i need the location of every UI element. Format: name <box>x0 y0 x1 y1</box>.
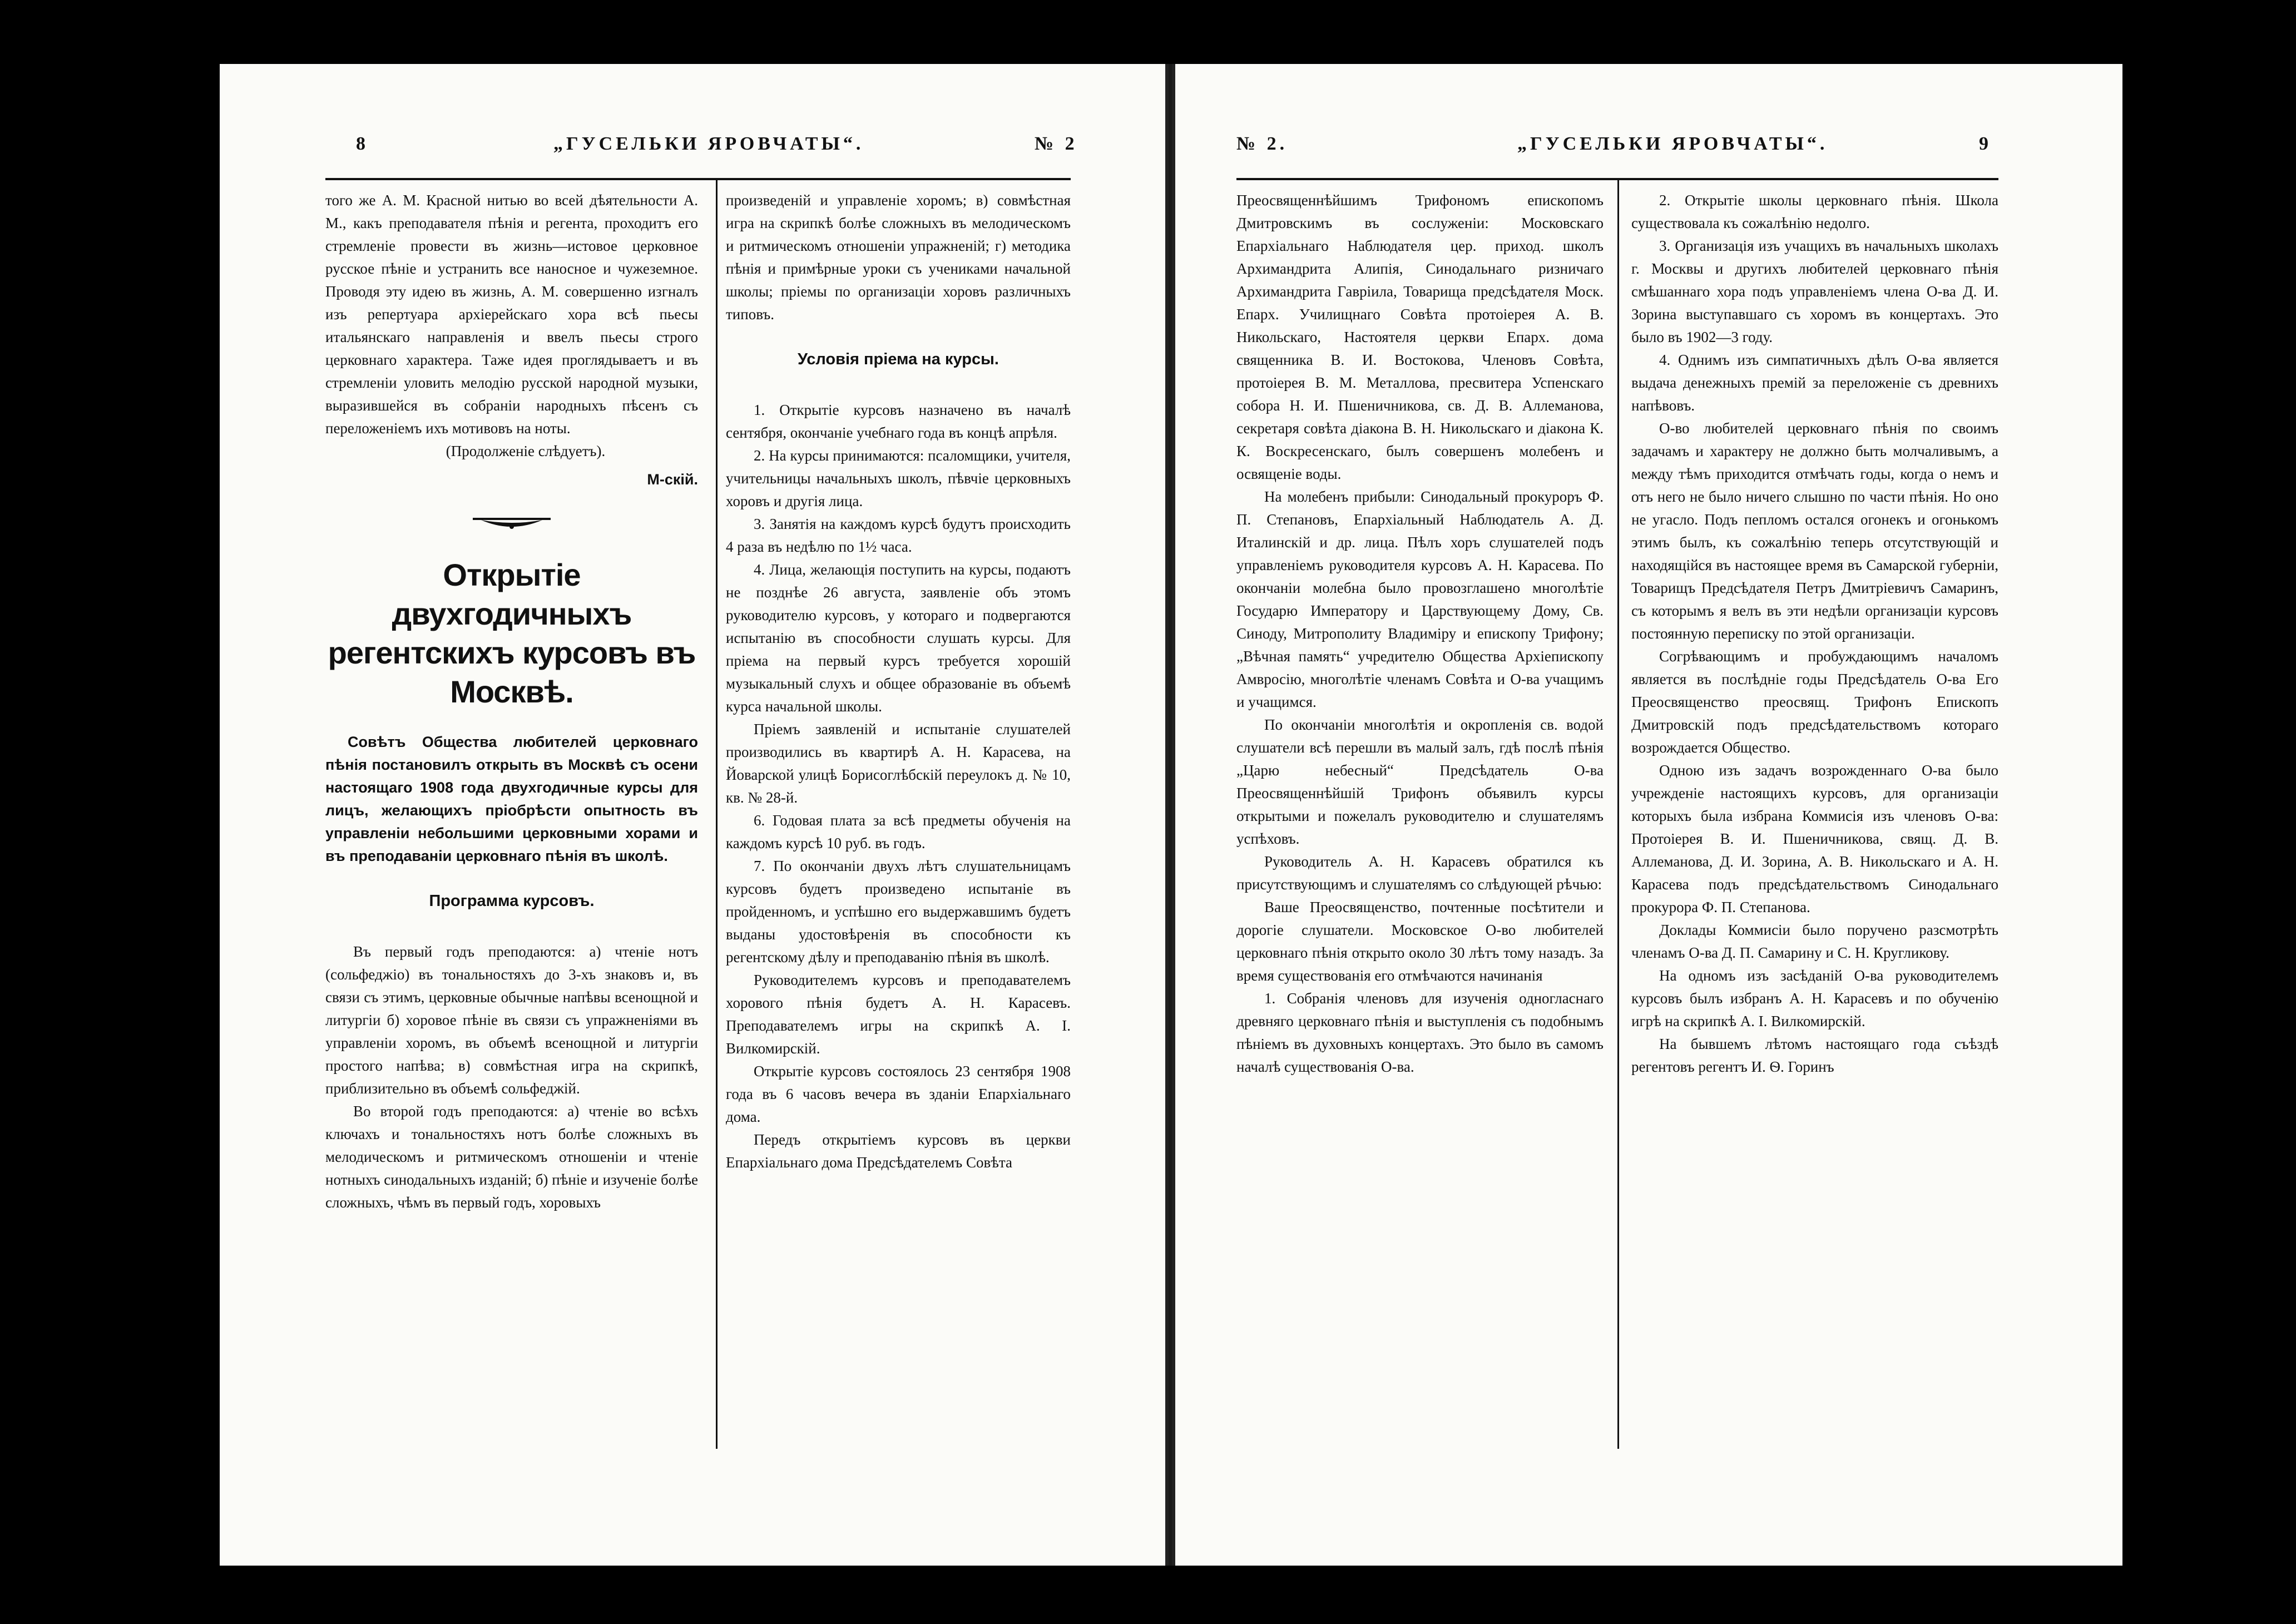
right-col2-paragraph: 3. Организація изъ учащихъ въ начальныхъ школахъ г. Москвы и другихъ любителей церковнаго пѣнія смѣшаннаго хора подъ управленіемъ члена О-ва Д. И. Зорина выступавшаго съ хоромъ въ концертахъ. Это было въ 1902—3 году. <box>1631 237 1998 345</box>
left-column-rule <box>716 178 718 1449</box>
condition-item: Руководителемъ курсовъ и преподавателемъ хорового пѣнія будетъ А. Н. Карасевъ. Преподавателемъ игры на скрипкѣ А. І. Вилкомирскій. <box>726 972 1071 1057</box>
book-spread <box>220 64 2119 1566</box>
right-col1-paragraph: На молебенъ прибыли: Синодальный прокуроръ Ф. П. Степановъ, Епархіальный Наблюдатель А. Д. Италинскій и др. лица. Пѣлъ хоръ слушателей подъ управленіемъ руководителя курсовъ А. Н. Карасева. По окончаніи молебна было провозглашено многолѣтіе Государю Императору и Царствующему Дому, Св. Синоду, Митрополиту Владиміру и епископу Трифону; „Вѣчная память“ учредителю Общества Архіепископу Амвросію, многолѣтіе членамъ Совѣта и О-ва учащимъ и учащимся. <box>1236 488 1604 710</box>
condition-item: 4. Лица, желающія поступить на курсы, подаютъ не позднѣе 26 августа, заявленіе объ этомъ руководителю курсовъ, у котораго и подвергаются испытанію въ способности слушать курсы. Для пріема на первый курсъ требуется хорошій музыкальный слухъ и общее образованіе въ объемѣ курса начальной школы. <box>726 561 1071 715</box>
left-col-1 <box>325 189 698 1214</box>
right-col2-paragraph: О-во любителей церковнаго пѣнія по своимъ задачамъ и характеру не должно быть молчаливымъ, а между тѣмъ приходится отмѣчать годы, когда о немъ и отъ него не было ничего слышно по части пѣнія. Но оно не угасло. Подъ пепломъ остался огонекъ и огонькомъ этимъ былъ, къ сожалѣнію теперь отсутствующій и находящійся въ настоящее время въ Самарской губерніи, Товарищъ Предсѣдателя Петръ Дмитріевичъ Самаринъ, съ которымъ я велъ въ эти недѣли организаціи курсовъ постоянную переписку по этой организаціи. <box>1631 420 1998 642</box>
program-heading: Программа курсовъ. <box>429 892 595 910</box>
left-col1-paragraph-2: Въ первый годъ преподаются: а) чтеніе нотъ (сольфеджіо) въ тональностяхъ до 3-хъ знаковъ и, въ связи съ этимъ, церковные обычные напѣвы всенощной и литургіи б) хоровое пѣніе въ связи съ упражненіями въ управленіи хоромъ, въ объемѣ всенощной и литургіи простого напѣва; в) совмѣстная игра на скрипкѣ, приблизительно въ объемѣ сольфеджій. <box>325 943 698 1097</box>
right-col2-paragraph: Доклады Коммисіи было поручено разсмотрѣть членамъ О-ва Д. П. Самарину и С. Н. Кругликову. <box>1631 922 1998 961</box>
condition-item: Открытіе курсовъ состоялось 23 сентября 1908 года въ 6 часовъ вечера въ зданіи Епархіальнаго дома. <box>726 1063 1071 1125</box>
article-title: Открытіе двухгодичныхъ регентскихъ курсовъ въ Москвѣ. <box>328 557 696 709</box>
right-col-1 <box>1236 189 1604 1078</box>
right-col2-paragraph: 2. Открытіе школы церковнаго пѣнія. Школа существовала къ сожалѣнію недолго. <box>1631 192 1998 231</box>
condition-item: 1. Открытіе курсовъ назначено въ началѣ сентября, окончаніе учебнаго года въ концѣ апрѣля. <box>726 402 1071 441</box>
author-signature: М-скій. <box>647 471 698 488</box>
right-page <box>1172 64 2122 1566</box>
condition-item: Пріемъ заявленій и испытаніе слушателей производились въ квартирѣ А. Н. Карасева, на Йоварской улицѣ Борисоглѣбскій переулокъ д. № 10, кв. № 28-й. <box>726 721 1071 806</box>
left-page <box>220 64 1169 1566</box>
right-col1-paragraph: Преосвященнѣйшимъ Трифономъ епископомъ Дмитровскимъ въ сослуженіи: Московскаго Епархіальнаго Наблюдателя цер. приход. школъ Архимандрита Алипія, Синодальнаго ризничаго Архимандрита Гавріила, Товарища предсѣдателя Моск. Епарх. Училищнаго Совѣта протоіерея А. В. Никольскаго, Настоятеля церкви Епарх. дома священника В. И. Востокова, Членовъ Совѣта, протоіерея В. М. Металлова, пресвитера Успенскаго собора Н. И. Пшеничникова, св. Д. В. Аллеманова, секретаря совѣта діакона В. Н. Никольскаго и діакона К. К. Воскресенскаго, былъ совершенъ молебенъ и освященіе воды. <box>1236 192 1604 482</box>
left-col2-paragraph-1: произведеній и управленіе хоромъ; в) совмѣстная игра на скрипкѣ болѣе сложныхъ въ мелодическомъ и ритмическомъ отношеніи упражненій; г) методика пѣнія и примѣрные уроки съ учениками начальной школы; пріемы по организаціи хоровъ различныхъ типовъ. <box>726 192 1071 323</box>
right-col2-paragraph: На одномъ изъ засѣданій О-ва руководителемъ курсовъ былъ избранъ А. Н. Карасевъ и по обученію игрѣ на скрипкѣ А. І. Вилкомирскій. <box>1631 967 1998 1029</box>
left-col1-paragraph-1: того же А. М. Красной нитью во всей дѣятельности А. М., какъ преподавателя пѣнія и регента, проходитъ его стремленіе провести въ жизнь—истовое церковное русское пѣніе и устранить все наносное и чужеземное. Проводя эту идею въ жизнь, А. М. совершенно изгналъ изъ репертуара архіерейскаго хора всѣ пьесы итальянскаго направленія и ввелъ пьесы строго церковнаго характера. Таже идея проглядываетъ и въ стремленіи уловить мелодію русской народной музыки, выразившейся въ собраніи народныхъ пѣсенъ съ переложеніемъ ихъ мотивовъ на ноты. <box>325 192 698 437</box>
ornament-divider <box>325 513 698 539</box>
left-journal-title: „ГУСЕЛЬКИ ЯРОВЧАТЫ“. <box>553 133 864 154</box>
right-col2-paragraph: 4. Однимъ изъ симпатичныхъ дѣлъ О-ва является выдача денежныхъ премій за переложеніе съ древнихъ напѣвовъ. <box>1631 351 1998 414</box>
conditions-heading: Условія пріема на курсы. <box>798 350 999 368</box>
right-column-rule <box>1617 178 1619 1449</box>
right-col1-paragraph: 1. Собранія членовъ для изученія одногласнаго древняго церковнаго пѣнія и выступленія съ подобнымъ пѣніемъ въ духовныхъ концертахъ. Это было въ самомъ началѣ существованія О-ва. <box>1236 990 1604 1075</box>
right-col2-paragraph: Согрѣвающимъ и пробуждающимъ началомъ является въ послѣдніе годы Предсѣдатель О-ва Его Преосвященство преосвящ. Трифонъ Епископъ Дмитровскій подъ предсѣдательствомъ котораго возрождается Общество. <box>1631 648 1998 756</box>
ornament-icon <box>470 513 553 532</box>
condition-item: 3. Занятія на каждомъ курсѣ будутъ происходить 4 раза въ недѣлю по 1½ часа. <box>726 516 1071 555</box>
left-col1-paragraph-3: Во второй годъ преподаются: а) чтеніе во всѣхъ ключахъ и тональностяхъ нотъ болѣе сложныхъ въ мелодическомъ и ритмическомъ отношеніи и чтеніе нотныхъ синодальныхъ изданій; б) пѣніе и изученіе болѣе сложныхъ, чѣмъ въ первый годъ, хоровыхъ <box>325 1103 698 1211</box>
right-running-head <box>1175 133 2122 172</box>
right-col1-paragraph: Ваше Преосвященство, почтенные посѣтители и дорогіе слушатели. Московское О-во любителей церковнаго пѣнія открыто около 30 лѣтъ тому назадъ. За время существованія его отмѣчаются начинанія <box>1236 899 1604 984</box>
left-running-head <box>220 133 1165 172</box>
right-journal-title: „ГУСЕЛЬКИ ЯРОВЧАТЫ“. <box>1517 133 1828 154</box>
right-col-2 <box>1631 189 1998 1078</box>
right-page-number: 9 <box>1979 133 1992 154</box>
continued-note: (Продолженіе слѣдуетъ). <box>446 443 606 459</box>
right-col1-paragraph: По окончаніи многолѣтія и окропленія св. водой слушатели всѣ перешли въ малый залъ, гдѣ послѣ пѣнія „Царю небесный“ Предсѣдатель О-ва Преосвященнѣйшій Трифонъ объявилъ курсы открытыми и пожелалъ руководителю и слушателямъ успѣховъ. <box>1236 716 1604 847</box>
right-col2-paragraph: На бывшемъ лѣтомъ настоящаго года съѣздѣ регентовъ регентъ И. Ѳ. Горинъ <box>1631 1036 1998 1075</box>
left-col-2 <box>726 189 1071 1174</box>
right-col1-paragraph: Руководитель А. Н. Карасевъ обратился къ присутствующимъ и слушателямъ со слѣдующей рѣчью: <box>1236 853 1604 893</box>
left-issue-number: № 2 <box>1035 133 1078 154</box>
right-issue-number: № 2. <box>1236 133 1288 154</box>
article-lead: Совѣтъ Общества любителей церковнаго пѣнія постановилъ открыть въ Москвѣ съ осени настоящаго 1908 года двухгодичные курсы для лицъ, желающихъ пріобрѣсти опытность въ управленіи небольшими церковными хорами и въ преподаваніи церковнаго пѣнія въ школѣ. <box>325 734 698 864</box>
condition-item: 7. По окончаніи двухъ лѣтъ слушательницамъ курсовъ будетъ произведено испытаніе въ пройденномъ, и успѣшно его выдержавшимъ будетъ выданы удостовѣренія въ способности къ регентскому дѣлу и преподаванію пѣнія въ школѣ. <box>726 858 1071 966</box>
condition-item: 2. На курсы принимаются: псаломщики, учителя, учительницы начальныхъ школъ, пѣвчіе церковныхъ хоровъ и другія лица. <box>726 447 1071 509</box>
condition-item: Передъ открытіемъ курсовъ въ церкви Епархіальнаго дома Предсѣдателемъ Совѣта <box>726 1131 1071 1171</box>
condition-item: 6. Годовая плата за всѣ предметы обученія на каждомъ курсѣ 10 руб. въ годъ. <box>726 812 1071 851</box>
right-col2-paragraph: Одною изъ задачъ возрожденнаго О-ва было учрежденіе настоящихъ курсовъ, для организаціи которыхъ была избрана Коммисія изъ членовъ О-ва: Протоіерея В. И. Пшеничникова, свящ. Д. В. Аллеманова, Д. И. Зорина, А. В. Никольскаго и А. Н. Карасева подъ предсѣдательствомъ Синодальнаго прокурора Ф. П. Степанова. <box>1631 762 1998 915</box>
left-page-number: 8 <box>356 133 369 154</box>
left-head-rule <box>325 178 1071 180</box>
